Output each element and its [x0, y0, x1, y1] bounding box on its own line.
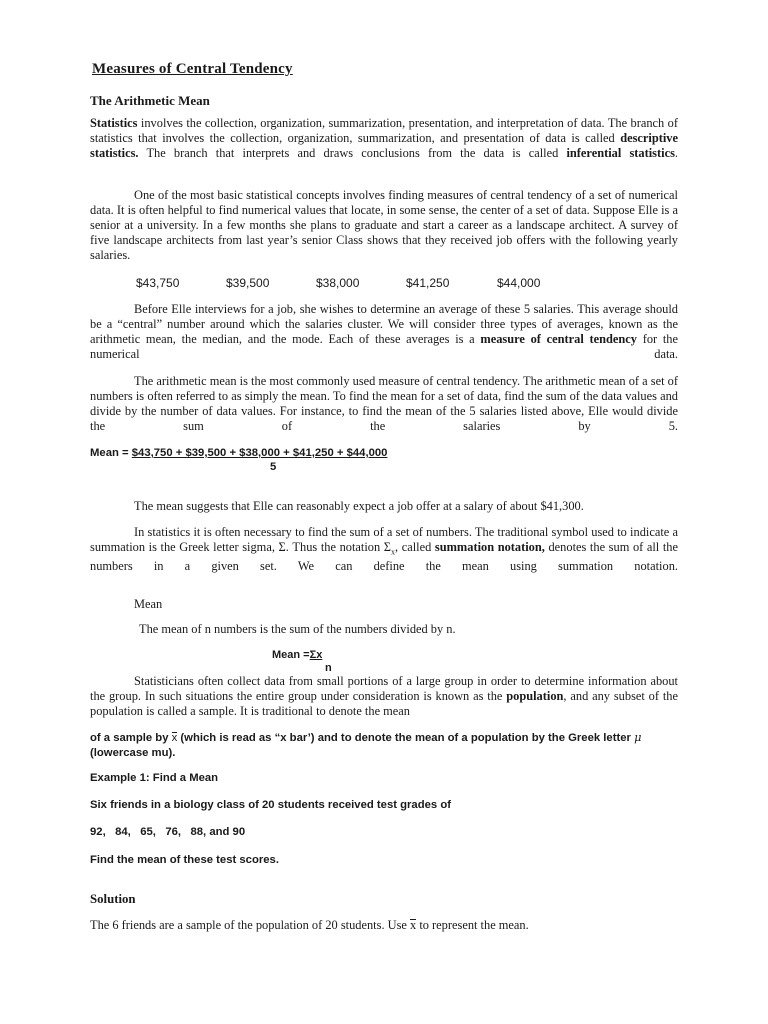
text: The 6 friends are a sample of the population of 20 students. Use [90, 918, 411, 932]
text: . [674, 146, 678, 160]
formula-denominator: n [325, 662, 332, 674]
text: denotes the sum of all the numbers in a given set. We can define the mean using summation notation. [90, 540, 678, 574]
text: Before Elle interviews for a job, she wishes to determine an average of these 5 salaries. This average should be a “central” number around which the salaries cluster. We will consider three types of averages, known as the arithmetic mean, the median, and the mode. Each of these averages is a [90, 302, 678, 346]
text: to represent the mean. [416, 918, 529, 932]
subscript-x: x [391, 547, 395, 557]
solution-text [90, 918, 529, 933]
text: , and any subset of the population is called a sample. It is traditional to denote the mean [90, 689, 678, 718]
salary-value: $41,250 [406, 276, 450, 290]
example-heading: Example 1: Find a Mean [90, 772, 219, 784]
x-bar-symbol: x [410, 918, 417, 932]
text: , called [395, 540, 435, 554]
text: In statistics it is often necessary to find the sum of a set of numbers. The traditional symbol used to indicate a summation is the Greek letter sigma, Σ. Thus the notation Σ [90, 525, 678, 554]
section-heading: The Arithmetic Mean [90, 93, 210, 108]
salary-value: $39,500 [226, 276, 270, 290]
grades-list: 92, 84, 65, 76, 88, and 90 [90, 826, 246, 838]
term-measure-of-central-tendency: measure of central tendency [480, 332, 637, 346]
paragraph-sample-mean-notation [90, 730, 678, 761]
term-summation-notation: summation notation, [434, 540, 545, 554]
salary-value: $38,000 [316, 276, 360, 290]
salary-value: $44,000 [497, 276, 541, 290]
text: (lowercase mu). [90, 747, 176, 759]
mean-formula-summation [272, 648, 322, 663]
text: involves the collection, organization, summarization, presentation, and interpretation of data. The branch of statistics that involves the collection, organization, summarization, and presentation of data is called [90, 116, 678, 145]
paragraph-population [90, 674, 678, 719]
paragraph-arithmetic-mean: The arithmetic mean is the most commonly used measure of central tendency. The arithmetic mean of a set of numbers is often referred to as simply the mean. To find the mean for a set of data, find the sum of the data values and divide by the number of data values. For instance, to find the mean of the 5 salaries listed above, Elle would divide the sum of the salaries by 5. [90, 374, 678, 433]
paragraph-statistics-intro [90, 116, 678, 176]
salary-value: $43,750 [136, 276, 180, 290]
formula-label: Mean = [90, 447, 132, 459]
example-task: Find the mean of these test scores. [90, 854, 279, 866]
text: (which is read as “x bar’) and to denote the mean of a population by the Greek letter [177, 732, 635, 744]
paragraph-average-types [90, 302, 678, 377]
formula-numerator: $43,750 + $39,500 + $38,000 + $41,250 + $44,000 [131, 447, 388, 459]
paragraph-mean-result: The mean suggests that Elle can reasonably expect a job offer at a salary of about $41,300. [134, 499, 584, 513]
text: for the numerical data. [90, 332, 678, 361]
formula-label: Mean = [272, 649, 310, 661]
term-population: population [506, 689, 564, 703]
mean-formula-salaries [90, 446, 387, 461]
text: Statisticians often collect data from small portions of a large group in order to determine information about the group. In such situations the entire group under consideration is known as the [90, 674, 678, 703]
paragraph-central-tendency: One of the most basic statistical concepts involves finding measures of central tendency of a set of numerical data. It is often helpful to find numerical values that locate, in some sense, the center of a set of data. Suppose Elle is a senior at a university. In a few months she plans to graduate and start a career as a landscape architect. A survey of five landscape architects from last year’s senior Class shows that they received job offers with the following yearly salaries. [90, 188, 678, 262]
solution-heading: Solution [90, 892, 136, 906]
mean-label: Mean [134, 597, 163, 611]
x-bar-symbol: x [171, 732, 178, 744]
text: of a sample by [90, 732, 172, 744]
text: The branch that interprets and draws conclusions from the data is called [138, 146, 567, 160]
example-text: Six friends in a biology class of 20 students received test grades of [90, 799, 451, 811]
page-title: Measures of Central Tendency [92, 61, 293, 77]
mu-symbol: μ [634, 731, 642, 744]
formula-numerator: Σx [309, 649, 323, 661]
term-inferential-statistics: inferential statistics [566, 146, 675, 160]
paragraph-summation [90, 525, 678, 589]
term-statistics: Statistics [90, 116, 138, 130]
mean-definition: The mean of n numbers is the sum of the numbers divided by n. [139, 622, 456, 636]
formula-denominator: 5 [270, 461, 277, 473]
term-descriptive-statistics: descriptive statistics. [90, 131, 678, 160]
